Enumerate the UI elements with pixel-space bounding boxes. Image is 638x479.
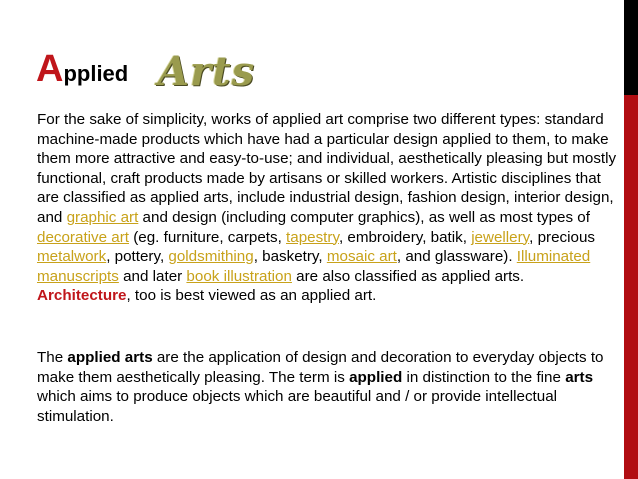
paragraph-2 bbox=[37, 348, 617, 426]
p1-text: and design (including computer graphics), as well as most types of bbox=[138, 208, 590, 226]
p2-text: in distinction to the fine bbox=[402, 368, 566, 386]
slide-title bbox=[36, 48, 128, 98]
applied-arts-emphasis: applied arts bbox=[67, 349, 153, 366]
arts-emphasis: arts bbox=[565, 368, 594, 386]
p1-text: , basketry, bbox=[253, 248, 327, 266]
title-rest: pplied bbox=[63, 61, 129, 86]
p1-text: , and glassware). bbox=[396, 248, 517, 266]
architecture-emphasis: Architecture bbox=[37, 287, 127, 305]
applied-emphasis: applied bbox=[349, 368, 403, 386]
p1-text: and later bbox=[118, 267, 187, 285]
title-initial: A bbox=[36, 48, 64, 90]
link-jewellery[interactable]: jewellery bbox=[471, 228, 530, 246]
p1-text: are also classified as applied arts. bbox=[291, 267, 525, 285]
accent-bar-black bbox=[624, 0, 638, 95]
p1-text: , precious bbox=[529, 228, 596, 246]
title-decorative-word: Arts bbox=[158, 48, 256, 95]
accent-bar-red bbox=[624, 95, 638, 479]
p2-text: which aims to produce objects which are beautiful and / or provide intellectual stimulation. bbox=[37, 388, 558, 425]
p2-text: The bbox=[37, 349, 68, 366]
p1-text: For the sake of simplicity, works of applied art comprise two different types: standard machine-made products which have had a particular design applied to them, to make them more attractive and easy-to-use; and individual, aesthetically pleasing but mostly functional, craft products made by artisans or skilled workers. Artistic disciplines that are classified as applied arts, include industrial design, fashion design, interior design, and bbox=[37, 111, 617, 226]
p2-text: are the application of design and decoration to everyday objects to make them aesthetically pleasing. The term is bbox=[37, 349, 604, 386]
paragraph-1 bbox=[37, 110, 617, 306]
link-mosaic-art[interactable]: mosaic art bbox=[326, 248, 397, 266]
link-goldsmithing[interactable]: goldsmithing bbox=[168, 248, 254, 266]
link-book-illustration[interactable]: book illustration bbox=[186, 267, 292, 285]
p1-text: , too is best viewed as an applied art. bbox=[126, 287, 377, 305]
p1-text: , embroidery, batik, bbox=[338, 228, 472, 246]
link-graphic-art[interactable]: graphic art bbox=[66, 208, 139, 226]
link-illuminated-manuscripts[interactable]: Illuminated manuscripts bbox=[37, 248, 591, 285]
link-tapestry[interactable]: tapestry bbox=[286, 228, 339, 246]
p1-text: , pottery, bbox=[106, 248, 169, 266]
p1-text: (eg. furniture, carpets, bbox=[129, 228, 287, 246]
link-decorative-art[interactable]: decorative art bbox=[37, 228, 130, 246]
link-metalwork[interactable]: metalwork bbox=[37, 248, 107, 266]
